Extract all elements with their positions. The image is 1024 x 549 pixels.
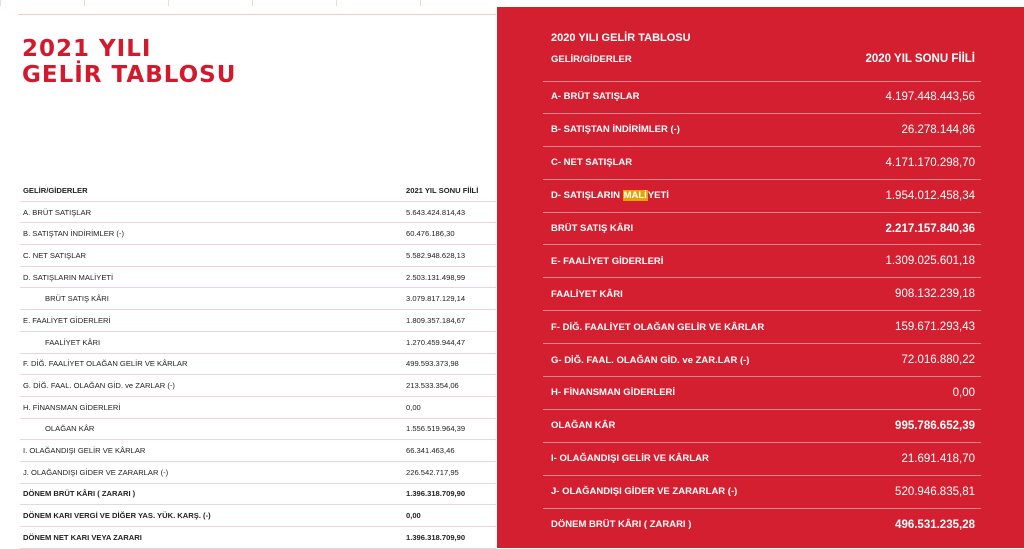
row-label: D. SATIŞLARIN MALİYETİ: [23, 272, 114, 282]
row-label: OLAĞAN KÂR: [45, 424, 95, 434]
row-value: 499.593.373,98: [406, 359, 459, 369]
row-value: 1.309.025.601,18: [885, 255, 975, 268]
table-row: [543, 81, 981, 114]
row-label: E. FAALİYET GİDERLERİ: [23, 315, 111, 325]
row-label: BRÜT SATIŞ KÂRI: [551, 223, 634, 234]
table-row: [20, 484, 496, 506]
table-row: [543, 213, 981, 246]
row-label: C- NET SATIŞLAR: [551, 157, 633, 169]
row-value: 1.396.318.709,90: [406, 489, 466, 499]
row-value: 2.503.131.498,99: [406, 272, 466, 282]
table-row: [543, 476, 981, 509]
table-row: [543, 377, 981, 410]
row-value: 908.132.239,18: [895, 288, 975, 301]
row-label: B- SATIŞTAN İNDİRİMLER (-): [551, 124, 680, 136]
page-title-line-1: 2021 YILI: [22, 36, 152, 62]
row-value: 0,00: [406, 402, 421, 412]
table-row: [20, 332, 496, 354]
panel-title: 2020 YILI GELİR TABLOSU: [551, 32, 691, 44]
row-value: 1.396.318.709,90: [406, 532, 466, 542]
row-value: 226.542.717,95: [406, 467, 459, 477]
table-header-2020: [543, 51, 981, 82]
header-label: GELİR/GİDERLER: [23, 185, 88, 195]
income-table-2020: [543, 81, 981, 540]
row-label: F. DİĞ. FAALİYET OLAĞAN GELİR VE KÂRLAR: [23, 359, 188, 369]
row-label: DÖNEM BRÜT KÂRI ( ZARARI ): [23, 489, 136, 499]
table-row: [20, 354, 496, 376]
table-row: [20, 288, 496, 310]
row-label: FAALİYET KÂRI: [551, 288, 623, 300]
row-value: 520.946.835,81: [895, 485, 975, 498]
table-row: [20, 462, 496, 484]
row-label: I. OLAĞANDIŞI GELİR VE KÂRLAR: [23, 446, 146, 456]
text-highlight: MALİ: [623, 190, 647, 202]
row-value: 26.278.144,86: [901, 123, 975, 136]
row-value: 213.533.354,06: [406, 381, 459, 391]
table-row: [543, 278, 981, 311]
row-label: A. BRÜT SATIŞLAR: [23, 207, 92, 217]
row-label: DÖNEM KARI VERGİ VE DİĞER YAS. YÜK. KARŞ. (-): [23, 511, 211, 521]
table-row: [543, 147, 981, 180]
row-value: 496.531.235,28: [895, 518, 975, 531]
row-label: DÖNEM BRÜT KÂRI ( ZARARI ): [551, 519, 692, 531]
table-row: [20, 223, 496, 245]
table-row: [543, 443, 981, 476]
table-row: [20, 397, 496, 419]
table-row: [543, 114, 981, 147]
row-label: G- DİĞ. FAAL. OLAĞAN GİD. ve ZAR.LAR (-): [551, 354, 750, 366]
row-value: 4.171.170.298,70: [885, 156, 975, 169]
row-value: 1.270.459.944,47: [406, 337, 466, 347]
table-row: [543, 311, 981, 344]
table-row: [20, 310, 496, 332]
table-row: [20, 440, 496, 462]
row-label: OLAĞAN KÂR: [551, 420, 616, 432]
row-label: H- FİNANSMAN GİDERLERİ: [551, 387, 676, 399]
header-value: 2020 YIL SONU FİİLİ: [865, 53, 975, 65]
row-label: J. OLAĞANDIŞI GİDER VE ZARARLAR (-): [23, 467, 169, 477]
row-value: 995.786.652,39: [895, 419, 975, 432]
row-value: 1.556.519.964,39: [406, 424, 466, 434]
row-label: G. DİĞ. FAAL. OLAĞAN GİD. ve ZARLAR (-): [23, 381, 175, 391]
row-value: 159.671.293,43: [895, 321, 975, 334]
row-label: E- FAALİYET GİDERLERİ: [551, 255, 664, 267]
row-value: 2.217.157.840,36: [885, 222, 975, 235]
row-label: FAALİYET KÂRI: [45, 337, 101, 347]
table-row: [543, 344, 981, 377]
table-row: [20, 419, 496, 441]
table-row: [20, 267, 496, 289]
table-row: [543, 180, 981, 213]
row-label: B. SATIŞTAN İNDİRİMLER (-): [23, 229, 124, 239]
table-row: [20, 527, 496, 549]
row-value: 60.476.186,30: [406, 229, 455, 239]
top-divider: [18, 14, 496, 15]
row-label: DÖNEM NET KARI VEYA ZARARI: [23, 532, 142, 542]
table-header-2021: [20, 180, 496, 202]
row-value: 1.809.357.184,67: [406, 315, 466, 325]
income-panel-2020: [497, 7, 1024, 548]
row-label: J- OLAĞANDIŞI GİDER VE ZARARLAR (-): [551, 486, 738, 498]
row-value: 1.954.012.458,34: [885, 189, 975, 202]
row-label: H. FİNANSMAN GİDERLERİ: [23, 402, 121, 412]
table-row: [543, 410, 981, 443]
page-title-line-2: GELİR TABLOSU: [22, 62, 237, 88]
row-value: 5.582.948.628,13: [406, 250, 466, 260]
row-value: 0,00: [952, 386, 975, 399]
table-row: [20, 202, 496, 224]
row-label: F- DİĞ. FAALİYET OLAĞAN GELİR VE KÂRLAR: [551, 321, 765, 333]
row-value: 5.643.424.814,43: [406, 207, 466, 217]
table-row: [543, 509, 981, 541]
row-label: A- BRÜT SATIŞLAR: [551, 91, 640, 103]
row-value: 3.079.817.129,14: [406, 294, 466, 304]
row-value: 4.197.448.443,56: [885, 90, 975, 103]
row-label: BRÜT SATIŞ KÂRI: [45, 294, 109, 304]
row-label-highlighted: D- SATIŞLARIN MALİYETİ: [551, 190, 669, 202]
table-row: [20, 505, 496, 527]
top-tick-marks: [0, 0, 496, 6]
row-label: I- OLAĞANDIŞI GELİR VE KÂRLAR: [551, 453, 709, 465]
page-title: [22, 36, 236, 88]
table-row: [20, 375, 496, 397]
table-row: [543, 245, 981, 278]
row-value: 72.016.880,22: [901, 354, 975, 367]
row-value: 66.341.463,46: [406, 446, 455, 456]
header-label: GELİR/GİDERLER: [551, 54, 632, 65]
header-value: 2021 YIL SONU FİİLİ: [406, 185, 479, 195]
row-value: 0,00: [406, 511, 421, 521]
table-row: [20, 245, 496, 267]
income-table-2021: [20, 180, 496, 549]
row-label: C. NET SATIŞLAR: [23, 250, 87, 260]
row-value: 21.691.418,70: [901, 452, 975, 465]
